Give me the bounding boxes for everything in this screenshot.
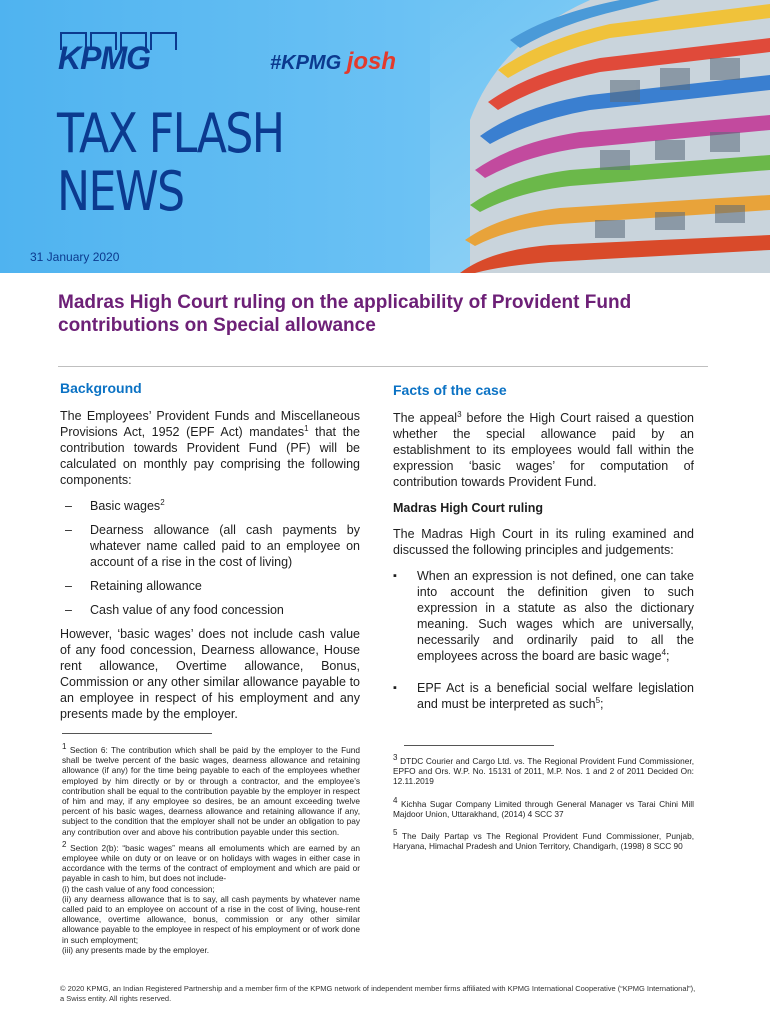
background-heading: Background [60,380,142,396]
article-headline: Madras High Court ruling on the applicability of Provident Fund contributions on Special allowance [58,292,632,336]
list-item-text: Cash value of any food concession [90,603,284,617]
list-item-text: Retaining allowance [90,579,202,593]
background-intro [60,408,360,488]
footnote-number: 2 [62,840,67,850]
footnotes-left [62,742,360,955]
facts-section [393,382,694,728]
header-banner [0,0,770,273]
footnote-ref-2: 2 [160,497,165,507]
footnote-ref-1: 1 [304,423,309,433]
facts-text: The appeal [393,411,458,425]
issue-date: 31 January 2020 [30,250,120,264]
facts-heading: Facts of the case [393,382,507,398]
title-line-1: TAX FLASH [57,102,284,165]
page-title [57,102,284,223]
list-item-tail: ; [600,697,604,711]
background-closing: However, ‘basic wages’ does not include cash value of any food concession, Dearness allowance, House rent allowance, Overtime allowance, Bonus, Commission or any other similar allowance payable to an employee in respect of his employment and any presents made by the employer. [60,627,360,721]
exclusion-item: (ii) any dearness allowance that is to say, all cash payments by whatever name called paid to an employee on account of a rise in the cost of living, house-rent allowance, overtime allowance, bonus, commission or any other similar allowance payable to the employee in respect of his employment or of work done in such employment; [62,893,360,945]
footnote-2 [62,840,360,884]
pay-components-list [60,498,360,618]
intro-text: The Employees’ Provident Funds and Miscellaneous Provisions Act, 1952 (EPF Act) mandates [60,409,360,439]
footnote-4 [393,795,694,819]
list-item [60,522,360,570]
footnote-number: 5 [393,828,398,838]
list-item [60,498,360,514]
list-item [60,602,360,618]
footnote-divider-left [62,733,212,734]
list-item-text: Dearness allowance (all cash payments by whatever name called paid to an employee on account of a rise in the cost of living) [90,523,360,569]
copyright-footer: © 2020 KPMG, an Indian Registered Partnership and a member firm of the KPMG network of independent member firms affiliated with KPMG International Cooperative (“KPMG International”), a Swiss entity. All rights reserved. [60,984,696,1003]
footnote-text: Section 6: The contribution which shall be paid by the employer to the Fund shall be twelve percent of the basic wages, dearness allowance and retaining allowance (if any) for the time being payable to each of the employees whether employed by him directly or by or through a contractor, and the employee’s contribution shall be equal to the contribution payable by the employer in respect of him and may, if any employee so desires, be an amount exceeding twelve percent of his basic wages, dearness allowance and retaining allowance if any, subject to the condition that the employer shall not be under an obligation to pay any contribution over and above his contribution payable under this section. [62,745,360,837]
kpmg-josh-hashtag [270,48,396,76]
facts-text-rest: before the High Court raised a question whether the special allowance paid by an establishment to its employees would fall within the expression ‘basic wages’ for computation of contribution towards Provident Fund. [393,411,694,489]
exclusion-item: (iii) any presents made by the employer. [62,944,210,955]
footnote-text: The Daily Partap vs The Regional Provident Fund Commissioner, Punjab, Haryana, Himachal Pradesh and Union Territory, Chandigarh, (1998) 8 SCC 90 [393,831,695,852]
intro-text-rest: that the contribution towards Provident Fund (PF) will be calculated on monthly pay comprising the following components: [60,425,360,487]
ruling-subheading: Madras High Court ruling [393,501,543,515]
list-item-text: EPF Act is a beneficial social welfare legislation and must be interpreted as such [417,681,694,711]
list-item [393,680,694,712]
footnote-1 [62,742,360,837]
footnote-ref-5: 5 [595,695,601,705]
footnote-number: 3 [393,753,398,763]
principles-list [393,568,694,712]
footnotes-right [393,753,695,857]
exclusion-item: (i) the cash value of any food concession; [62,883,215,894]
list-item [60,578,360,594]
list-item-text: Basic wages [90,499,161,513]
footnote-number: 1 [62,742,67,752]
footnote-text: DTDC Courier and Cargo Ltd. vs. The Regional Provident Fund Commissioner, EPFO and Ors. W.P. No. 15131 of 2011, M.P. Nos. 1 and 2 of 2011 Decided On: 12.11.2019 [393,756,694,787]
footnote-divider-right [404,745,554,746]
list-item [393,568,694,664]
ruling-paragraph: The Madras High Court in its ruling examined and discussed the following principles and judgements: [393,527,694,557]
hashtag-prefix: #KPMG [270,52,342,74]
headline-divider [58,366,708,367]
building-photo [430,0,770,273]
kpmg-logo: KPMG [58,40,150,76]
footnote-text: Section 2(b): “basic wages” means all emoluments which are earned by an employee while on duty or on leave or on holidays with wages in either case in accordance with the terms of the contract of employment and which are paid or payable in cash to him, but does not include- [62,842,360,884]
footnote-ref-3: 3 [457,409,462,419]
footnote-2-exclusions [62,884,360,955]
list-item-text: When an expression is not defined, one can take into account the definition given to such expression in a statute as also the dictionary meaning. Such wages which are universally, necessarily and ordinarily paid to all the employees across the board are basic wage [417,569,694,663]
footnote-ref-4: 4 [661,647,667,657]
footnote-number: 4 [393,795,398,805]
background-section [60,380,360,732]
list-item-tail: ; [666,649,670,663]
hashtag-josh: josh [346,48,397,75]
footnote-5 [393,828,695,852]
footnote-3 [393,753,694,787]
footnote-text: Kichha Sugar Company Limited through General Manager vs Tarai Chini Mill Majdoor Union, Uttarakhand, (2014) 4 SCC 37 [393,798,694,819]
facts-paragraph [393,410,694,490]
title-line-2: NEWS [57,160,184,223]
